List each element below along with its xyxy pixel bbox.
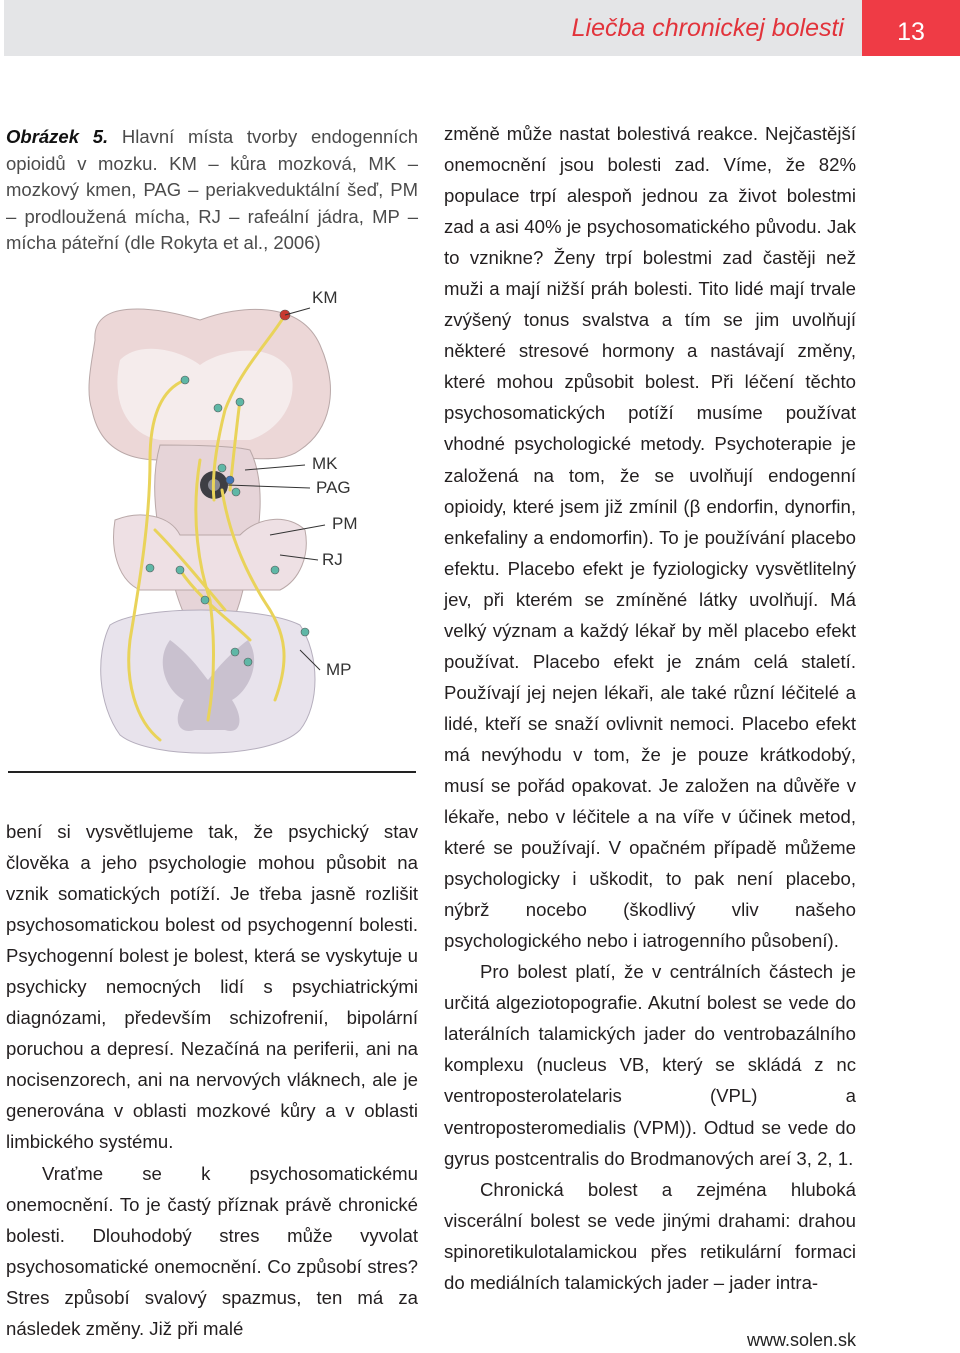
brain-spinal-illustration	[0, 280, 420, 780]
paragraph: změně může nastat bolestivá reakce. Nejčastější onemocnění jsou bolesti zad. Víme, že 82% populace trpí alespoň jednou za život bolestmi zad a asi 40% je psychosomatického původu. Jak to vznikne? Ženy trpí bolestmi zad častěji než muži a mají nižší práh bolesti. Tito lidé mají trvale zvýšený tonus svalstva a tím se jim uvolňují některé stresové hormony a nastávají změny, které mohou způsobit bolest. Při léčení těchto psychosomatických potíží musíme používat vhodné psychologické metody. Psychoterapie je založená na tom, že se uvolňují endogenní opioidy, které jsem již zmínil (β endorfin, dynorfin, enkefaliny a endomorfin). To je používání placebo efektu. Placebo efekt je fyziologicky vysvětlitelný jev, při kterém se zmíněné látky uvolňují. Má velký význam a každý lékař by měl placebo efekt používat. Placebo efekt je znám celá staletí. Používají jej nejen lékaři, ale také různí léčitelé a lidé, kteří se snaží ovlivnit nemoci. Placebo efekt má nevýhodu v tom, že je pouze krátkodobý, musí se pořád opakovat. Je založen na důvěře v lékaře, nebo v léčitele a na víře v účinek metod, které se používají. V opačném případě můžeme psychologicky i uškodit, to pak není placebo, nýbrž nocebo (škodlivý vliv našeho psychologického nebo i iatrogenního působení).	[444, 123, 856, 952]
neuron-dot	[231, 648, 239, 656]
neuron-dot	[226, 476, 234, 484]
neuron-dot	[214, 404, 222, 412]
label-km: KM	[312, 288, 338, 307]
neuron-dot	[218, 464, 226, 472]
running-title: Liečba chronickej bolesti	[571, 14, 844, 42]
neuron-dot	[181, 376, 189, 384]
neuron-dot	[236, 398, 244, 406]
paragraph: Chronická bolest a zejména hluboká viscerální bolest se vede jinými drahami: drahou spinoretikulotalamickou přes retikulární formaci do mediálních talamických jader – jader intra-	[444, 1178, 856, 1293]
label-mp: MP	[326, 660, 352, 679]
label-pm: PM	[332, 514, 358, 533]
label-rj: RJ	[322, 550, 343, 569]
footer-url[interactable]: www.solen.sk	[746, 1330, 856, 1350]
neuron-dot	[232, 488, 240, 496]
label-mk: MK	[312, 454, 338, 473]
figure-caption	[6, 124, 418, 257]
right-column	[444, 118, 856, 1298]
paragraph: bení si vysvětlujeme tak, že psychický stav člověka a jeho psychologie mohou působit na vznik somatických potíží. Je třeba jasně rozlišit psychosomatickou bolest od psychogenní bolesti. Psychogenní bolest je bolest, která se vyskytuje u psychicky nemocných lidí s psychiatrickými diagnózami, především schizofrenií, bipolární poruchou a depresí. Nezačíná na periferii, ani na nocisenzorech, ani na nervových vláknech, ale je generována v oblasti mozkové kůry a v oblasti limbického systému.	[6, 821, 418, 1153]
figure-caption-label: Obrázek 5.	[6, 126, 109, 147]
label-pag: PAG	[316, 478, 351, 497]
running-header	[4, 0, 862, 56]
figure-caption-text: Hlavní místa tvorby endogenních opioidů v mozku. KM – kůra mozková, MK – mozkový kmen, PAG – periakveduktální šeď, PM – prodloužená mícha, RJ – rafeální jádra, MP – mícha páteřní (dle Rokyta et al., 2006)	[6, 126, 418, 254]
neuron-dot	[201, 596, 209, 604]
neuron-dot	[176, 566, 184, 574]
neuron-dot	[146, 564, 154, 572]
left-column	[6, 816, 418, 1344]
neuron-dot	[301, 628, 309, 636]
neuron-dot	[244, 658, 252, 666]
paragraph: Pro bolest platí, že v centrálních částech je určitá algeziotopografie. Akutní bolest se vede do laterálních talamických jader do ventrobazálního komplexu (nucleus VB, který se skládá z nc ventroposterolatelaris (VPL) a ventroposteromedialis (VPM)). Odtud se vede do gyrus postcentralis do Brodmanových areí 3, 2, 1.	[444, 961, 856, 1169]
paragraph: Vraťme se k psychosomatickému onemocnění. To je častý příznak právě chronické bolesti. Dlouhodobý stres může vyvolat psychosomatické onemocnění. Co způsobí stres? Stres způsobí svalový spazmus, ten má za následek změny. Již při malé	[6, 1162, 418, 1339]
page-number: 13	[862, 0, 960, 56]
neuron-dot	[271, 566, 279, 574]
figure-rule	[8, 771, 416, 773]
white-matter	[117, 349, 292, 440]
